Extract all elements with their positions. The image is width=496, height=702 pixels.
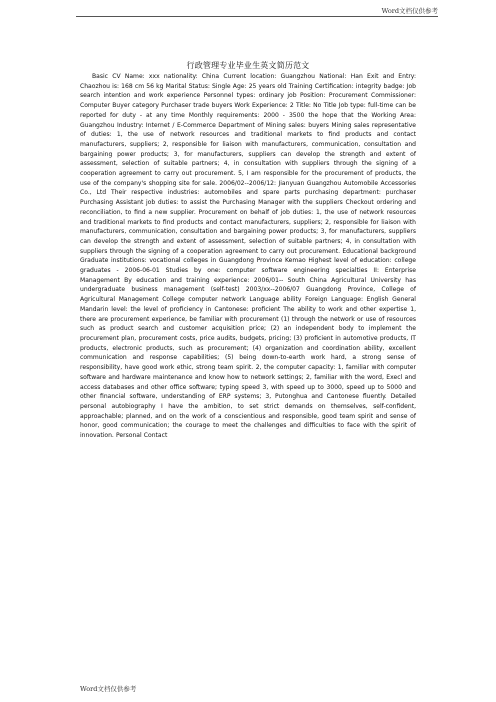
document-title: 行政管理专业毕业生英文简历范文 [186,61,310,70]
page-header: Word文档仅供参考 [381,7,438,15]
page-footer: Word文档仅供参考 [80,685,137,693]
header-divider [76,16,438,17]
document-body: Basic CV Name: xxx nationality: China Current location: Guangzhou National: Han Exit and Entry: Chaozhou is: 168 cm 56 kg Marital Status: Single Age: 25 years old Training Certification: integrity badge: Job search intention and work experience Personnel types: ordinary job Position: Procurement Commissioner: Computer Buyer category Purchaser trade buyers Work Experience: 2 Title: No Title Job type: full-time can be reported for duty - at any time Monthly requirements: 2000 - 3500 the hope that the Working Area: Guangzhou Industry: Internet / E-Commerce Department of Mining sales: buyers Mining sales representative of duties: 1, the use of network resources and traditional markets to find products and contact manufacturers, suppliers; 2, responsible for liaison with manufacturers, communication, consultation and bargaining power products; 3, for manufacturers, suppliers can develop the strength and extent of assessment, selection of suitable partners; 4, in consultation with suppliers through the signing of a cooperation agreement to carry out procurement. 5, I am responsible for the procurement of products, the use of the company's shopping site for sale. 2006/02--2006/12: Jianyuan Guangzhou Automobile Accessories Co., Ltd Their respective industries: automobiles and spare parts purchasing department: purchaser Purchasing Assistant job duties: to assist the Purchasing Manager with the suppliers Checkout ordering and reconciliation, to find a new supplier. Procurement on behalf of job duties: 1, the use of network resources and traditional markets to find products and contact manufacturers, suppliers; 2, responsible for liaison with manufacturers, communication, consultation and bargaining power products; 3, for manufacturers, suppliers can develop the strength and extent of assessment, selection of suitable partners; 4, in consultation with suppliers through the signing of a cooperation agreement to carry out procurement. Educational background Graduate institutions: vocational colleges in Guangdong Province Kemao Highest level of education: college graduates - 2006-06-01 Studies by one: computer software engineering specialties II: Enterprise Management By education and training experience: 2006/01-- South China Agricultural University has undergraduate business management (self-test) 2003/xx--2006/07 Guangdong Province, College of Agricultural Management College computer network Language ability Foreign Language: English General Mandarin level: the level of proficiency in Cantonese: proficient The ability to work and other expertise 1, there are procurement experience, be familiar with procurement (1) through the network or use of resources such as product search and customer acquisition price; (2) an independent body to implement the procurement plan, procurement costs, price audits, budgets, pricing; (3) proficient in automotive products, IT products, electronic products, such as procurement; (4) organization and coordination ability, excellent communication and response capabilities; (5) being down-to-earth work hard, a strong sense of responsibility, have good work ethic, strong team spirit. 2, the computer capacity: 1, familiar with computer software and hardware maintenance and know how to network settings; 2, familiar with the word, Execl and access databases and other office software; typing speed 3, with speed up to 3000, speed up to 5000 and other financial software, understanding of ERP systems; 3, Putonghua and Cantonese fluently. Detailed personal autobiography I have the ambition, to set strict demands on themselves, self-confident, approachable; planned, and on the work of a conscientious and responsible, good team spirit and sense of honor, good communication; the courage to meet the challenges and difficulties to face with the spirit of innovation. Personal Contact [80,73,416,440]
